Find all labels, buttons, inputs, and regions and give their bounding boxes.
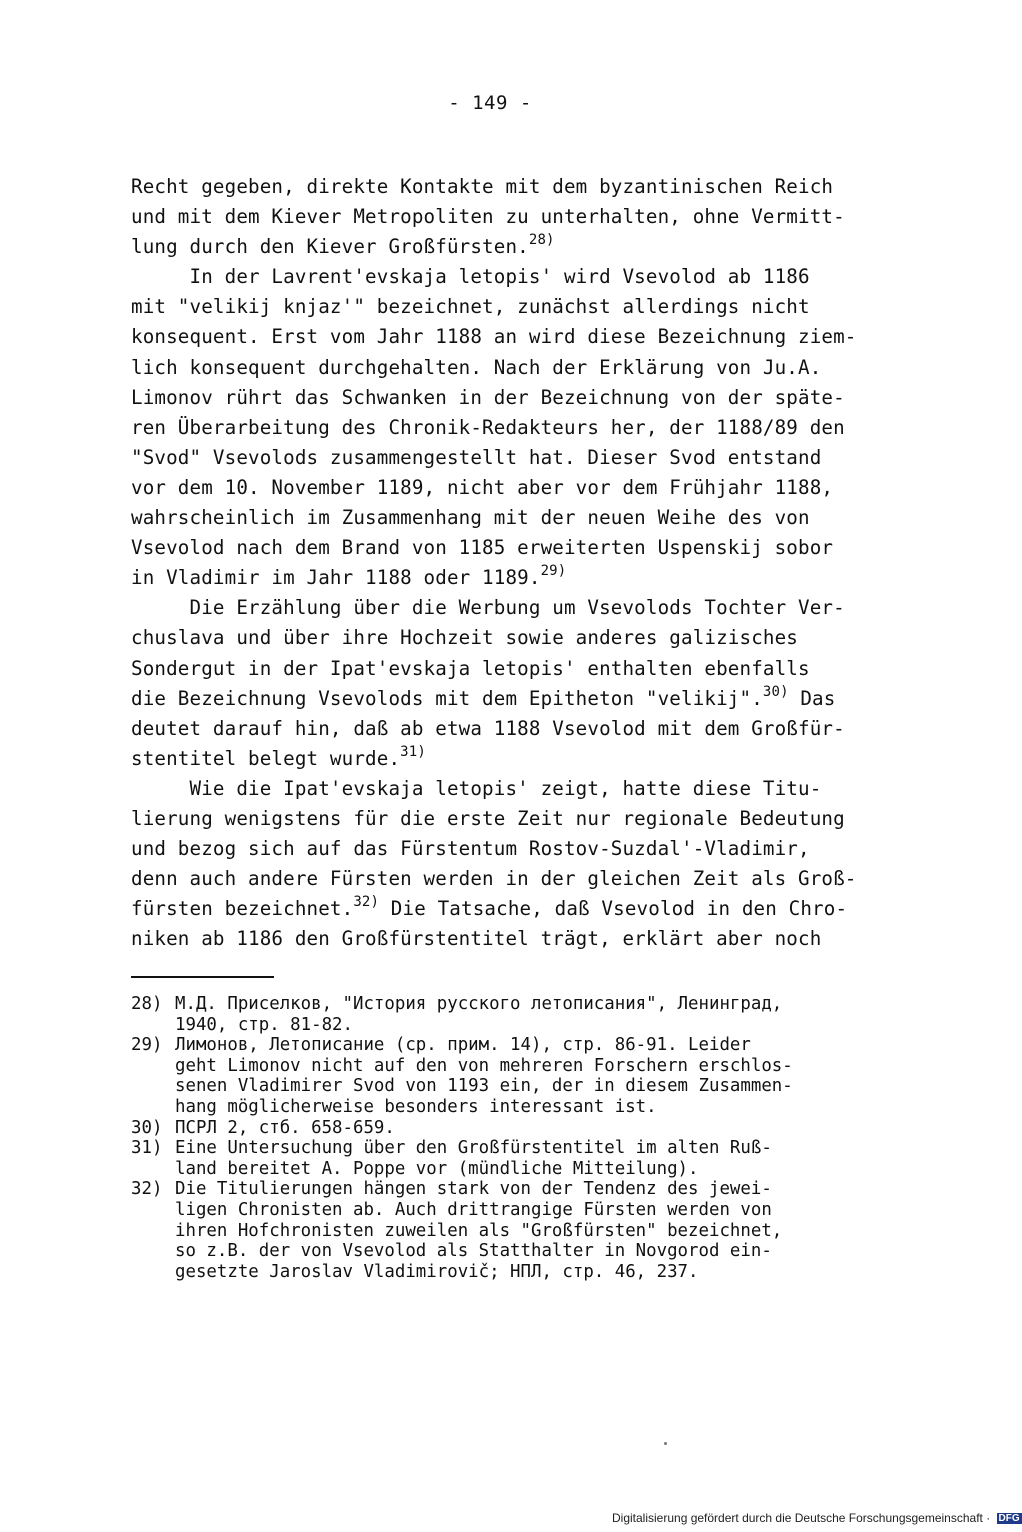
body-line [131,834,891,864]
body-line [131,383,891,413]
body-line [131,593,891,623]
footnote-ref: 32) [353,894,380,911]
body-line-text: die Bezeichnung Vsevolods mit dem Epitheton "velikij". [131,686,763,710]
footnote-line [131,1076,911,1097]
footnote-text: hang möglicherweise besonders interessant ist. [175,1096,657,1117]
body-line [131,172,891,202]
footnote-text: senen Vladimirer Svod von 1193 ein, der in diesem Zusammen- [175,1076,793,1097]
footnote-number: 31) [131,1138,163,1159]
footnote-number: 32) [131,1179,163,1200]
digitization-footer: Digitalisierung gefördert durch die Deutsche Forschungsgemeinschaft · DFG [612,1511,1020,1525]
footnote-text: so z.B. der von Vsevolod als Statthalter in Novgorod ein- [175,1241,772,1262]
footnote-text: 1940, стр. 81-82. [175,1014,353,1035]
footer-text: Digitalisierung gefördert durch die Deutsche Forschungsgemeinschaft [612,1511,983,1525]
body-line [131,533,891,563]
body-line [131,262,891,292]
speck-mark [664,1442,667,1445]
footnote-line [131,1056,911,1077]
body-line [131,654,891,684]
footnote-line [131,1221,911,1242]
body-line-text: und mit dem Kiever Metropoliten zu unterhalten, ohne Vermitt- [131,205,845,229]
footnote [131,994,911,1035]
body-text [131,172,891,954]
footnote-number: 30) [131,1117,163,1138]
body-line-text: mit "velikij knjaz'" bezeichnet, zunächst allerdings nicht [131,295,810,319]
body-line-text: Sondergut in der Ipat'evskaja letopis' enthalten ebenfalls [131,656,810,680]
body-line-text: deutet darauf hin, daß ab etwa 1188 Vsevolod mit dem Großfür- [131,716,845,740]
footnote [131,1138,911,1179]
body-line-continuation: Die Tatsache, daß Vsevolod in den Chro- [379,897,848,921]
footnote-ref: 29) [540,563,567,580]
footnote-line [131,994,911,1015]
footnote-text: geht Limonov nicht auf den von mehreren Forschern erschlos- [175,1055,793,1076]
footnote-text: ПСРЛ 2, стб. 658-659. [175,1117,395,1138]
body-line [131,503,891,533]
footnote-line [131,1241,911,1262]
footnotes [131,994,911,1282]
footnote-line [131,1015,911,1036]
footnote-line [131,1035,911,1056]
body-line-text: denn auch andere Fürsten werden in der gleichen Zeit als Groß- [131,867,857,891]
body-line-text: vor dem 10. November 1189, nicht aber vor dem Frühjahr 1188, [131,475,834,499]
body-line [131,202,891,232]
body-line [131,563,891,593]
footnote-text: М.Д. Приселков, "История русского летописания", Ленинград, [175,994,783,1014]
footnote-line [131,1138,911,1159]
body-line [131,924,891,954]
body-line-continuation: Das [788,686,836,710]
body-line-text: lich konsequent durchgehalten. Nach der Erklärung von Ju.A. [131,355,822,379]
body-line-text: "Svod" Vsevolods zusammengestellt hat. Dieser Svod entstand [131,445,822,469]
footnote-text: Лимонов, Летописание (ср. прим. 14), стр. 86-91. Leider [175,1035,751,1056]
footnote [131,1118,911,1139]
footnote-number: 28) [131,994,163,1014]
body-line [131,232,891,262]
body-line [131,443,891,473]
body-line [131,292,891,322]
body-line [131,744,891,774]
body-line [131,684,891,714]
footnote-text: Die Titulierungen hängen stark von der Tendenz des jewei- [175,1179,772,1200]
body-line [131,473,891,503]
footnote-number: 29) [131,1035,163,1056]
body-line-text: In der Lavrent'evskaja letopis' wird Vsevolod ab 1186 [131,265,810,289]
body-line-text: stentitel belegt wurde. [131,746,401,770]
body-line [131,894,891,924]
footnote-ref: 30) [762,683,789,700]
footnote-line [131,1097,911,1118]
footnote [131,1179,911,1282]
body-line-text: Wie die Ipat'evskaja letopis' zeigt, hatte diese Titu- [131,776,822,800]
dfg-logo: DFG [998,1513,1020,1524]
body-line-text: konsequent. Erst vom Jahr 1188 an wird diese Bezeichnung ziem- [131,325,857,349]
body-line-text: Vsevolod nach dem Brand von 1185 erweiterten Uspenskij sobor [131,536,834,560]
footnote-text: land bereitet A. Poppe vor (mündliche Mitteilung). [175,1158,699,1179]
footnote-text: ligen Chronisten ab. Auch drittrangige Fürsten werden von [175,1199,772,1220]
body-line-text: ren Überarbeitung des Chronik-Redakteurs her, der 1188/89 den [131,415,845,439]
body-line-text: lierung wenigstens für die erste Zeit nur regionale Bedeutung [131,806,845,830]
page-number: - 149 - [448,92,532,114]
body-line-text: Recht gegeben, direkte Kontakte mit dem byzantinischen Reich [131,175,834,198]
footnote-text: Eine Untersuchung über den Großfürstentitel im alten Ruß- [175,1138,772,1159]
body-line [131,322,891,352]
footnote-line [131,1179,911,1200]
body-line [131,353,891,383]
body-line-text: Die Erzählung über die Werbung um Vsevolods Tochter Ver- [131,596,845,620]
footnote-ref: 28) [528,232,555,249]
footnote-text: ihren Hofchronisten zuweilen als "Großfürsten" bezeichnet, [175,1220,783,1241]
body-line-text: und bezog sich auf das Fürstentum Rostov-Suzdal'-Vladimir, [131,837,810,861]
footnote-line [131,1159,911,1180]
footnote-text: gesetzte Jaroslav Vladimirovič; НПЛ, стр. 46, 237. [175,1261,699,1282]
body-line [131,413,891,443]
body-line [131,714,891,744]
body-line [131,774,891,804]
body-line [131,804,891,834]
body-line [131,623,891,653]
body-line-text: lung durch den Kiever Großfürsten. [131,235,529,259]
body-line-text: fürsten bezeichnet. [131,897,354,921]
body-line-text: in Vladimir im Jahr 1188 oder 1189. [131,566,541,590]
body-line-text: chuslava und über ihre Hochzeit sowie anderes galizisches [131,626,799,650]
footnote-separator [131,976,274,978]
footnote-ref: 31) [400,743,426,760]
body-line [131,864,891,894]
footnote-line [131,1262,911,1283]
body-line-text: wahrscheinlich im Zusammenhang mit der neuen Weihe des von [131,506,810,530]
body-line-text: niken ab 1186 den Großfürstentitel trägt, erklärt aber noch [131,927,822,951]
footnote [131,1035,911,1117]
footnote-line [131,1118,911,1139]
body-line-text: Limonov rührt das Schwanken in der Bezeichnung von der späte- [131,385,845,409]
footnote-line [131,1200,911,1221]
